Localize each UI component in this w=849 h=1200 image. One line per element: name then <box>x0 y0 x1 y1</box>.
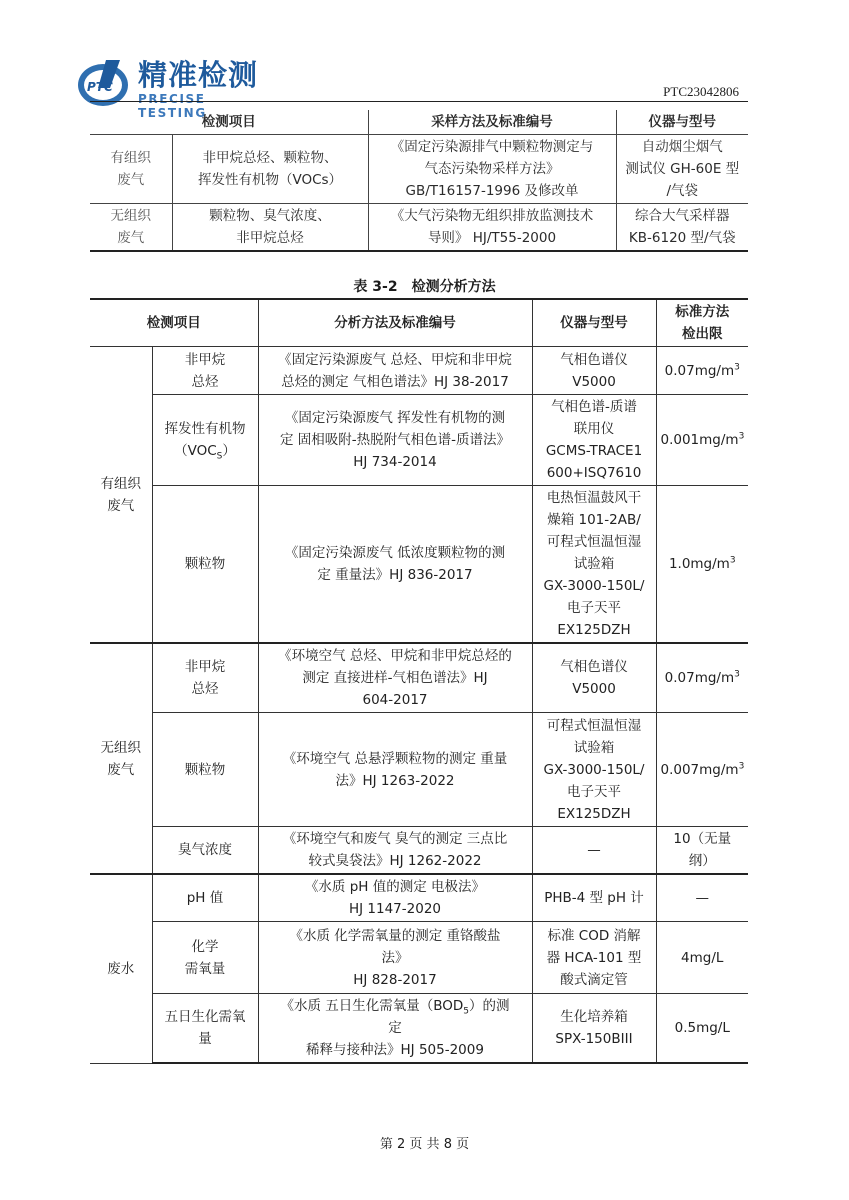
method-cell: 《水质 化学需氧量的测定 重铬酸盐 法》 HJ 828-2017 <box>258 922 532 994</box>
item-cell: 颗粒物 <box>152 713 258 827</box>
item-cell: 颗粒物 <box>152 486 258 644</box>
table-row <box>90 395 748 486</box>
header-cell: 分析方法及标准编号 <box>258 299 532 347</box>
limit-value: 4mg/L <box>681 949 724 966</box>
table-row <box>90 643 748 713</box>
method-cell: 《固定污染源废气 挥发性有机物的测 定 固相吸附-热脱附气相色谱-质谱法》 HJ 734-2014 <box>258 395 532 486</box>
analysis-methods-table <box>90 298 748 1064</box>
item-cell: pH 值 <box>152 874 258 922</box>
method-subscript: 5 <box>463 1006 470 1017</box>
method-cell: 《水质 pH 值的测定 电极法》 HJ 1147-2020 <box>258 874 532 922</box>
limit-value: 0.07mg/m <box>664 362 735 379</box>
limit-value: 10（无量 纲） <box>673 831 732 869</box>
instrument-cell: 可程式恒温恒湿 试验箱 GX-3000-150L/ 电子天平 EX125DZH <box>532 713 656 827</box>
limit-superscript: 3 <box>729 555 736 566</box>
instrument-cell: 生化培养箱 SPX-150BIII <box>532 994 656 1064</box>
limit-cell <box>656 874 748 922</box>
limit-cell <box>656 395 748 486</box>
method-cell: 《固定污染源排气中颗粒物测定与 气态污染物采样方法》 GB/T16157-1996 及修改单 <box>368 135 616 204</box>
company-logo <box>76 58 276 120</box>
limit-value: 0.07mg/m <box>664 670 735 686</box>
method-cell: 《大气污染物无组织排放监测技术 导则》 HJ/T55-2000 <box>368 204 616 252</box>
table-caption: 表 3-2 检测分析方法 <box>353 279 496 295</box>
limit-superscript: 3 <box>734 362 740 372</box>
logo-english-name: PRECISE TESTING <box>138 92 207 120</box>
instrument-cell: 气相色谱-质谱 联用仪 GCMS-TRACE1 600+ISQ7610 <box>532 395 656 486</box>
sampling-methods-table <box>90 110 748 252</box>
instrument-cell: 标准 COD 消解 器 HCA-101 型 酸式滴定管 <box>532 922 656 994</box>
category-cell: 无组织 废气 <box>90 204 172 252</box>
item-cell: 非甲烷 总烃 <box>152 643 258 713</box>
item-cell: 非甲烷 总烃 <box>152 347 258 395</box>
table-row <box>90 347 748 395</box>
limit-value: 0.001mg/m <box>660 432 739 448</box>
limit-cell <box>656 827 748 875</box>
table-header-row <box>90 110 748 135</box>
instrument-cell: 综合大气采样器 KB-6120 型/气袋 <box>616 204 748 252</box>
table-row <box>90 135 748 204</box>
item-cell: 臭气浓度 <box>152 827 258 875</box>
limit-value: — <box>695 890 709 906</box>
method-cell: 《环境空气和废气 臭气的测定 三点比 较式臭袋法》HJ 1262-2022 <box>258 827 532 875</box>
table-header-row <box>90 299 748 347</box>
category-cell: 废水 <box>90 874 152 1063</box>
table-row <box>90 204 748 252</box>
page-footer: 第 2 页 共 8 页 <box>379 1137 470 1152</box>
method-tail: ）的测 定 稀释与接种法》HJ 505-2009 <box>306 998 510 1058</box>
header-cell: 采样方法及标准编号 <box>368 110 616 135</box>
item-subscript: S <box>216 451 223 462</box>
method-cell: 《环境空气 总烃、甲烷和非甲烷总烃的 测定 直接进样-气相色谱法》HJ 604-2017 <box>258 643 532 713</box>
limit-cell <box>656 643 748 713</box>
instrument-cell: 气相色谱仪 V5000 <box>532 643 656 713</box>
logo-mark-text: PTC <box>87 80 113 94</box>
table-row <box>90 874 748 922</box>
limit-superscript: 3 <box>734 669 740 680</box>
logo-chinese-name: 精准检测 <box>138 58 259 92</box>
method-cell: 《环境空气 总悬浮颗粒物的测定 重量 法》HJ 1263-2022 <box>258 713 532 827</box>
items-cell: 颗粒物、臭气浓度、 非甲烷总烃 <box>172 204 368 252</box>
item-tail: ） <box>222 443 236 459</box>
limit-superscript: 3 <box>738 431 745 442</box>
limit-value: 0.5mg/L <box>674 1020 730 1036</box>
limit-cell <box>656 486 748 644</box>
table-row <box>90 994 748 1064</box>
instrument-cell: 气相色谱仪 V5000 <box>532 347 656 395</box>
table-row <box>90 486 748 644</box>
method-cell: 《固定污染源废气 低浓度颗粒物的测 定 重量法》HJ 836-2017 <box>258 486 532 644</box>
instrument-cell: 自动烟尘烟气 测试仪 GH-60E 型 /气袋 <box>616 135 748 204</box>
method-text: 《水质 五日生化需氧量（BOD <box>280 998 464 1014</box>
limit-value: 1.0mg/m <box>668 556 730 572</box>
page-header <box>0 0 849 120</box>
item-cell: 五日生化需氧 量 <box>152 994 258 1064</box>
header-cell: 检测项目 <box>90 299 258 347</box>
item-text: 挥发性有机物 （VOC <box>164 421 246 459</box>
table-row <box>90 713 748 827</box>
header-cell: 仪器与型号 <box>616 110 748 135</box>
category-cell: 有组织 废气 <box>90 135 172 204</box>
report-number: PTC23042806 <box>663 84 739 99</box>
table-row <box>90 827 748 875</box>
item-cell <box>152 395 258 486</box>
instrument-cell: 电热恒温鼓风干 燥箱 101-2AB/ 可程式恒温恒湿 试验箱 GX-3000-150L/ 电子天平 EX125DZH <box>532 486 656 644</box>
limit-cell <box>656 922 748 994</box>
header-cell: 检测项目 <box>90 110 368 135</box>
method-cell <box>258 994 532 1064</box>
method-cell: 《固定污染源废气 总烃、甲烷和非甲烷 总烃的测定 气相色谱法》HJ 38-2017 <box>258 347 532 395</box>
limit-cell <box>656 347 748 395</box>
limit-cell <box>656 994 748 1064</box>
limit-cell <box>656 713 748 827</box>
header-cell: 仪器与型号 <box>532 299 656 347</box>
header-divider <box>90 101 748 102</box>
instrument-cell: — <box>532 827 656 875</box>
table-row <box>90 922 748 994</box>
items-cell: 非甲烷总烃、颗粒物、 挥发性有机物（VOCs） <box>172 135 368 204</box>
limit-value: 0.007mg/m <box>660 761 739 778</box>
category-cell: 有组织 废气 <box>90 347 152 644</box>
instrument-cell: PHB-4 型 pH 计 <box>532 874 656 922</box>
limit-superscript: 3 <box>738 761 745 771</box>
category-cell: 无组织 废气 <box>90 643 152 874</box>
header-cell: 标准方法 检出限 <box>656 299 748 347</box>
item-cell: 化学 需氧量 <box>152 922 258 994</box>
